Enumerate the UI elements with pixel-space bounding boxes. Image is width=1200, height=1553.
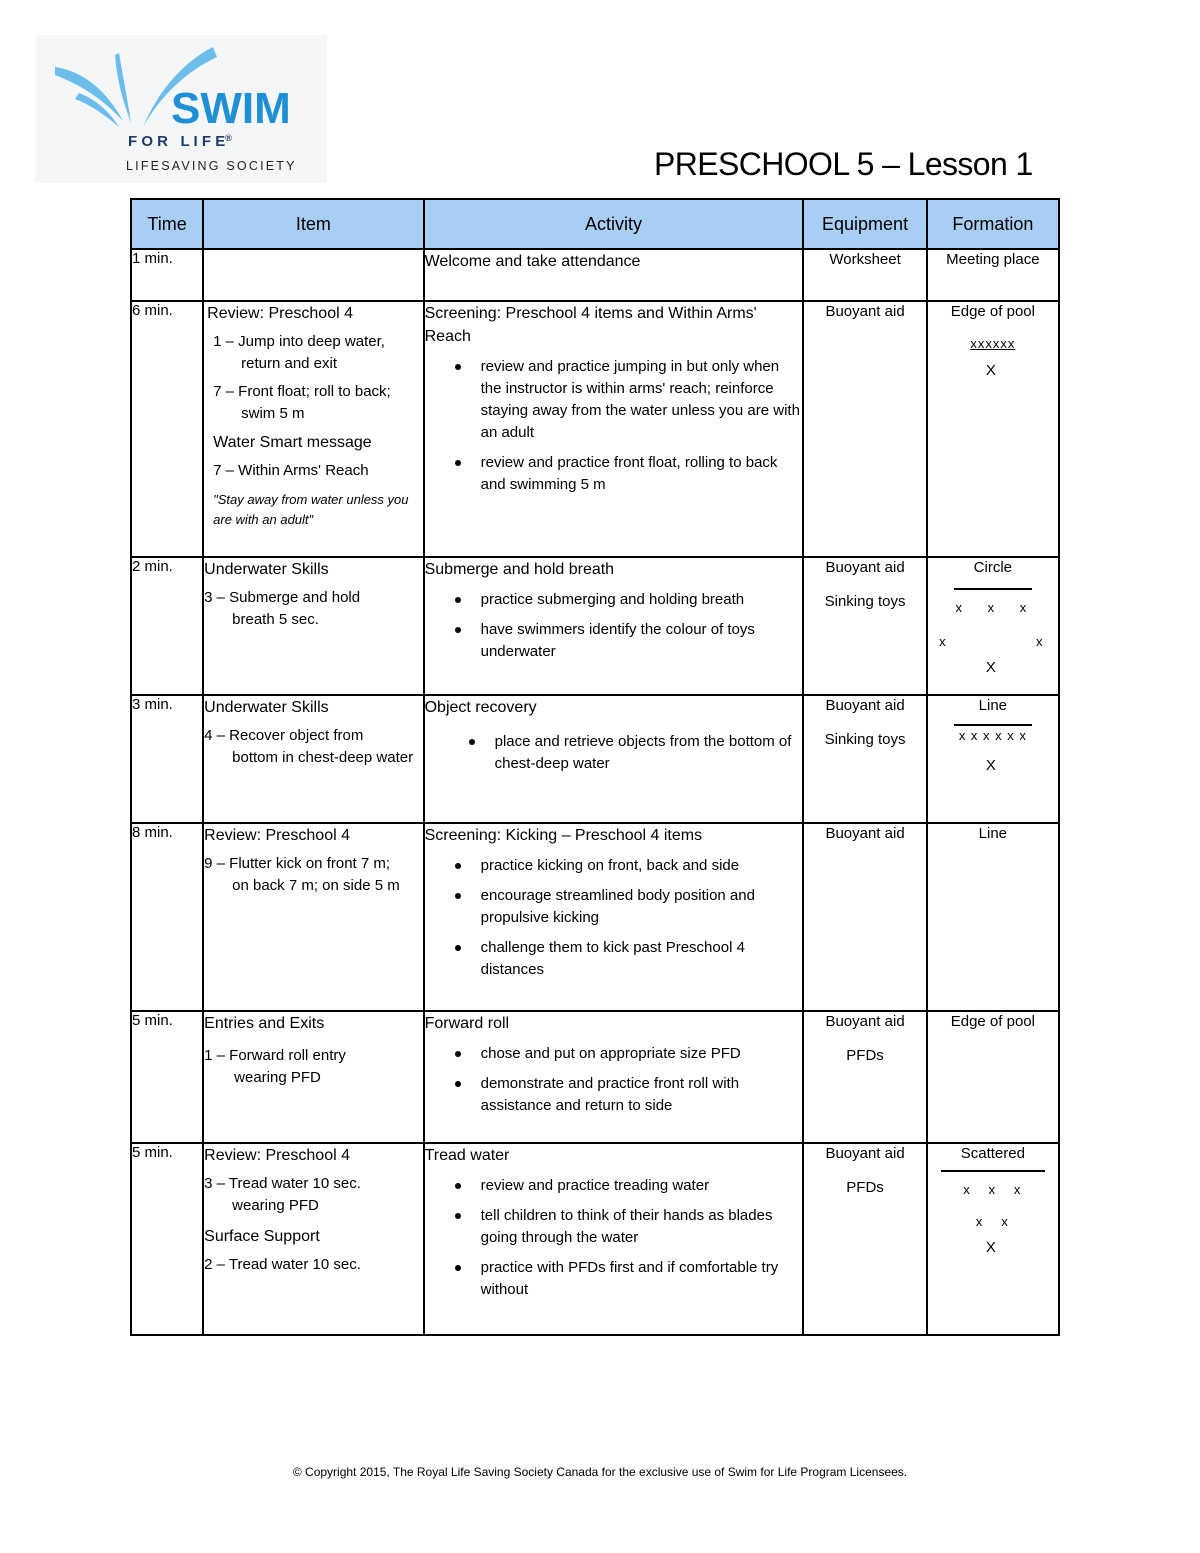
item-cell: [203, 1011, 423, 1143]
activity-title: Object recovery: [424, 699, 537, 716]
time-cell: 6 min.: [131, 301, 203, 557]
time-cell: 3 min.: [131, 695, 203, 823]
activity-title: Screening: Preschool 4 items and Within Arms' Reach: [424, 305, 757, 345]
formation-cell: [927, 1011, 1059, 1143]
activity-bullets: [425, 1175, 803, 1301]
activity-cell: [424, 695, 804, 823]
equipment-item: Buoyant aid: [825, 825, 905, 842]
activity-title: Welcome and take attendance: [424, 253, 641, 270]
bullet-item: chose and put on appropriate size PFD: [425, 1043, 803, 1065]
formation-label: Line: [978, 825, 1008, 842]
bullet-item: review and practice treading water: [425, 1175, 803, 1197]
water-smart-quote: "Stay away from water unless you are with an adult": [213, 492, 409, 527]
formation-instructor: X: [985, 1239, 1000, 1256]
activity-cell: [424, 1143, 804, 1335]
header-item: Item: [203, 199, 423, 249]
time-cell: 8 min.: [131, 823, 203, 1011]
equipment-cell: [803, 557, 926, 695]
bullet-item: encourage streamlined body position and propulsive kicking: [425, 885, 803, 929]
equipment-cell: [803, 1143, 926, 1335]
item-title: Review: Preschool 4: [204, 827, 350, 844]
item-cell: [203, 1143, 423, 1335]
bullet-item: have swimmers identify the colour of toys underwater: [425, 619, 803, 663]
formation-label: Scattered: [960, 1145, 1025, 1162]
time-cell: 5 min.: [131, 1011, 203, 1143]
activity-cell: [424, 557, 804, 695]
item-title: Underwater Skills: [204, 699, 329, 716]
formation-label: Line: [978, 697, 1008, 714]
equipment-item: Buoyant aid: [825, 303, 905, 320]
lesson-plan-table: [130, 198, 1060, 1336]
pool-wall-line: [954, 588, 1032, 590]
header-equipment: Equipment: [803, 199, 926, 249]
formation-swimmers: x x: [975, 1214, 1010, 1229]
logo-swim-text: SWIM: [171, 84, 291, 133]
equipment-cell: [803, 1011, 926, 1143]
equipment-cell: [803, 695, 926, 823]
equipment-cell: [803, 301, 926, 557]
swim-for-life-logo: [35, 35, 327, 183]
item-cell: [203, 557, 423, 695]
equipment-item: Buoyant aid: [825, 1145, 905, 1162]
page-title: PRESCHOOL 5 – Lesson 1: [654, 146, 1033, 182]
bullet-item: practice with PFDs first and if comfortable try without: [425, 1257, 803, 1301]
table-header-row: [131, 199, 1059, 249]
formation-cell: [927, 249, 1059, 301]
table-row: [131, 249, 1059, 301]
activity-bullets: [425, 855, 803, 981]
formation-cell: [927, 695, 1059, 823]
table-row: [131, 1143, 1059, 1335]
item-title: Review: Preschool 4: [204, 1147, 350, 1164]
table-row: [131, 557, 1059, 695]
item-cell: [203, 301, 423, 557]
equipment-item: Worksheet: [829, 251, 901, 268]
formation-instructor: X: [985, 757, 1000, 774]
activity-cell: [424, 1011, 804, 1143]
logo-graphic: [35, 35, 327, 183]
activity-cell: [424, 823, 804, 1011]
formation-instructor: X: [985, 362, 1000, 379]
bullet-item: tell children to think of their hands as blades going through the water: [425, 1205, 803, 1249]
equipment-item: Buoyant aid: [825, 1013, 905, 1030]
table-row: [131, 1011, 1059, 1143]
bullet-item: place and retrieve objects from the bottom of chest-deep water: [439, 731, 803, 775]
equipment-item: Sinking toys: [824, 731, 906, 748]
item-title: Entries and Exits: [204, 1015, 325, 1032]
formation-cell: [927, 1143, 1059, 1335]
equipment-item: Buoyant aid: [825, 559, 905, 576]
item-cell: [203, 823, 423, 1011]
time-cell: 1 min.: [131, 249, 203, 301]
logo-for-life-text: F O R L I F E®: [128, 133, 232, 150]
equipment-item: PFDs: [846, 1179, 884, 1196]
time-cell: 5 min.: [131, 1143, 203, 1335]
item-subtitle: Surface Support: [204, 1228, 320, 1245]
item-cell: [203, 695, 423, 823]
activity-title: Submerge and hold breath: [424, 561, 615, 578]
item-entry: 7 – Front float; roll to back; swim 5 m: [213, 383, 391, 422]
table-row: [131, 823, 1059, 1011]
activity-bullets: [425, 731, 803, 775]
item-entry: 4 – Recover object from bottom in chest-deep water: [204, 727, 414, 766]
table-row: [131, 695, 1059, 823]
activity-title: Forward roll: [424, 1015, 510, 1032]
activity-title: Screening: Kicking – Preschool 4 items: [424, 827, 703, 844]
item-title: Review: Preschool 4: [207, 305, 353, 322]
formation-label: Meeting place: [946, 251, 1040, 268]
time-cell: 2 min.: [131, 557, 203, 695]
activity-title: Tread water: [424, 1147, 510, 1164]
formation-swimmers: x x: [939, 634, 1047, 649]
formation-cell: [927, 301, 1059, 557]
formation-swimmers: xxxxxx: [970, 336, 1016, 351]
item-entry: 3 – Tread water 10 sec. wearing PFD: [204, 1175, 361, 1214]
formation-swimmers: x x x: [955, 600, 1031, 615]
item-entry: 7 – Within Arms' Reach: [213, 462, 369, 479]
formation-swimmers: x x x: [963, 1182, 1023, 1197]
bullet-item: review and practice front float, rolling to back and swimming 5 m: [425, 452, 803, 496]
table-row: [131, 301, 1059, 557]
activity-cell: [424, 301, 804, 557]
formation-instructor: X: [985, 659, 1000, 676]
equipment-cell: [803, 823, 926, 1011]
pool-wall-line: [941, 1170, 1045, 1172]
equipment-cell: [803, 249, 926, 301]
logo-society-text: LIFESAVING SOCIETY: [126, 159, 297, 173]
activity-cell: [424, 249, 804, 301]
item-title: Underwater Skills: [204, 561, 329, 578]
bullet-item: practice kicking on front, back and side: [425, 855, 803, 877]
formation-cell: [927, 557, 1059, 695]
activity-bullets: [425, 589, 803, 663]
formation-cell: [927, 823, 1059, 1011]
bullet-item: practice submerging and holding breath: [425, 589, 803, 611]
formation-label: Edge of pool: [950, 1013, 1035, 1030]
item-subtitle: Water Smart message: [213, 434, 372, 451]
item-cell: [203, 249, 423, 301]
equipment-item: Sinking toys: [824, 593, 906, 610]
header-formation: Formation: [927, 199, 1059, 249]
formation-label: Circle: [973, 559, 1013, 576]
item-entry: 2 – Tread water 10 sec.: [204, 1256, 361, 1273]
formation-swimmers: x x x x x x: [958, 728, 1027, 743]
header-time: Time: [131, 199, 203, 249]
activity-bullets: [425, 356, 803, 496]
activity-bullets: [425, 1043, 803, 1117]
bullet-item: challenge them to kick past Preschool 4 distances: [425, 937, 803, 981]
item-entry: 9 – Flutter kick on front 7 m; on back 7 m; on side 5 m: [204, 855, 400, 894]
copyright-footer: © Copyright 2015, The Royal Life Saving Society Canada for the exclusive use of Swim for Life Program Licensees.: [292, 1465, 908, 1479]
bullet-item: demonstrate and practice front roll with assistance and return to side: [425, 1073, 803, 1117]
item-entry: 1 – Forward roll entry wearing PFD: [204, 1047, 346, 1086]
header-activity: Activity: [424, 199, 804, 249]
equipment-item: Buoyant aid: [825, 697, 905, 714]
item-entry: 3 – Submerge and hold breath 5 sec.: [204, 589, 361, 628]
equipment-item: PFDs: [846, 1047, 884, 1064]
bullet-item: review and practice jumping in but only when the instructor is within arms' reach; reinforce staying away from the water unless you are with an adult: [425, 356, 803, 444]
formation-label: Edge of pool: [950, 303, 1035, 320]
item-entry: 1 – Jump into deep water, return and exit: [213, 333, 385, 372]
